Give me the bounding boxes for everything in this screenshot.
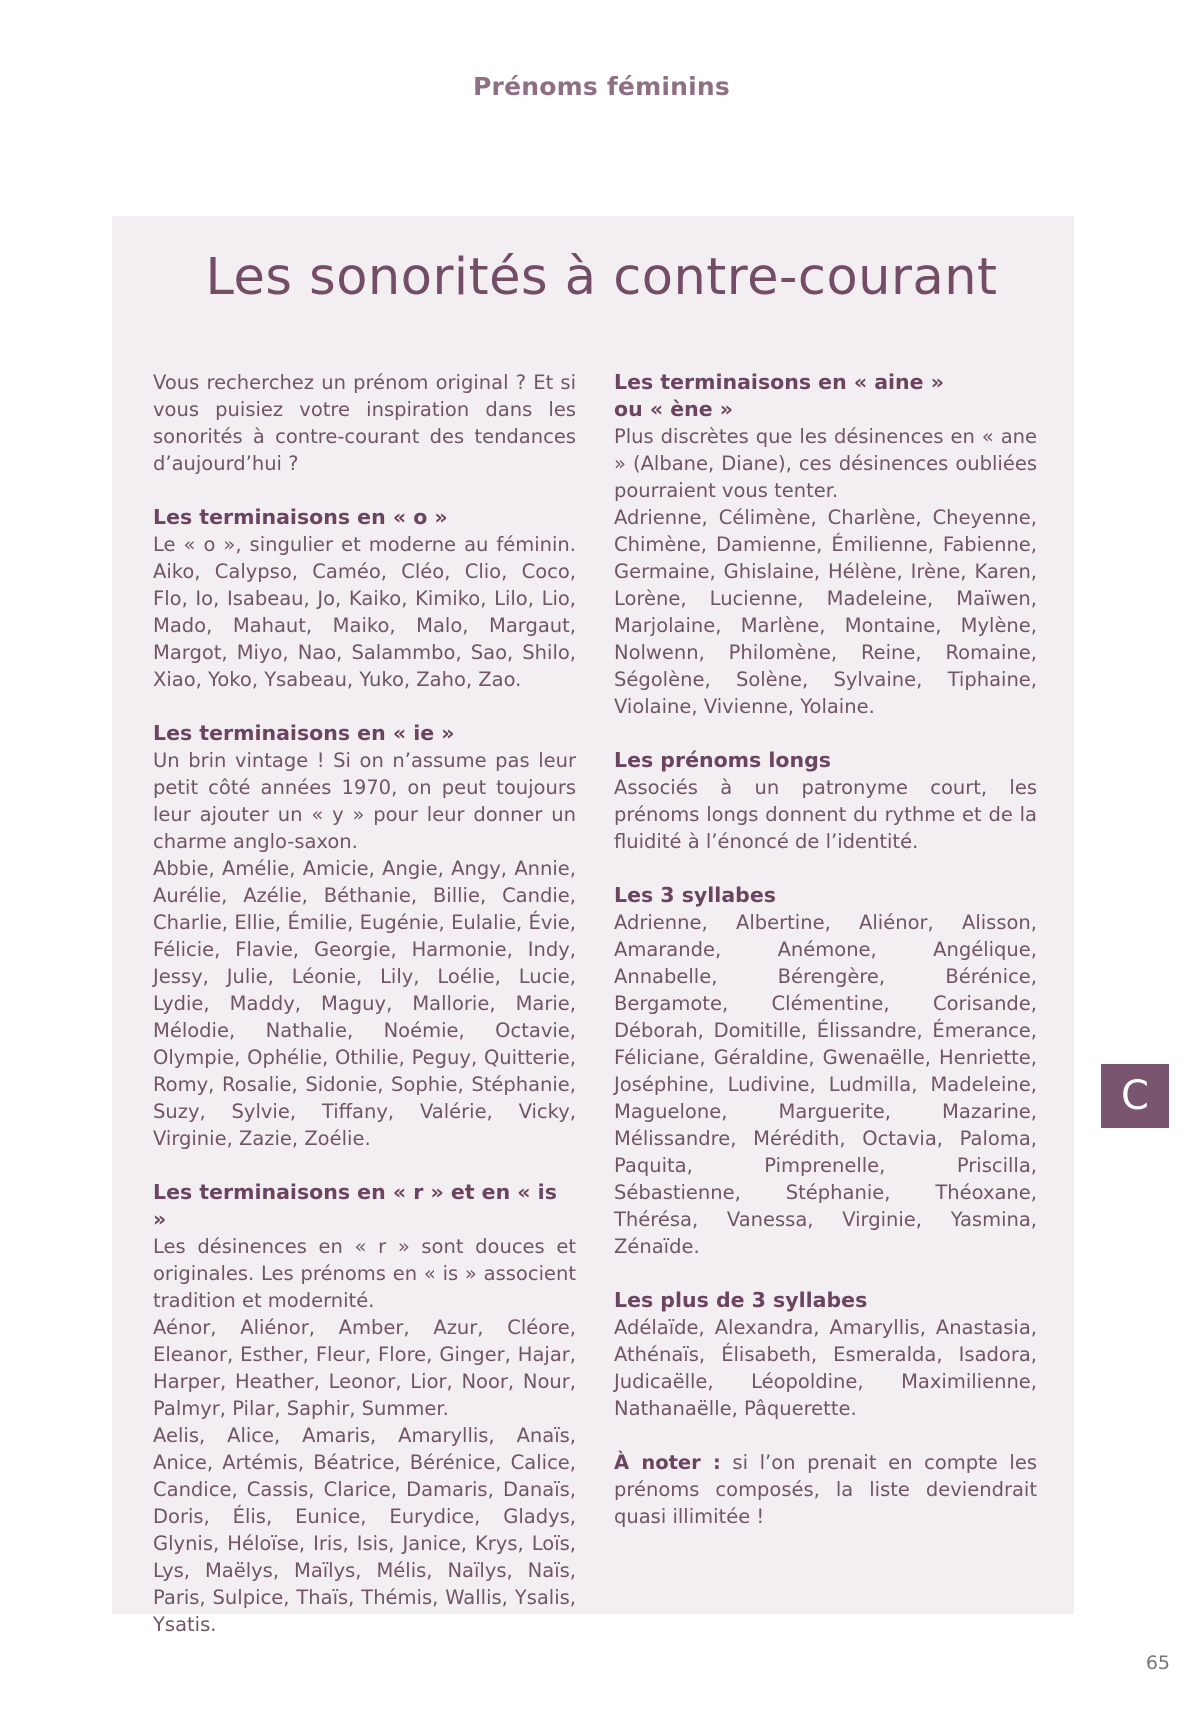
section-heading-r-is: Les terminaisons en « r » et en « is »: [153, 1180, 557, 1231]
section-text-aine: Plus discrètes que les désinences en « ane » (Albane, Diane), ces désinences oubliées pourraient vous tenter.: [614, 425, 1037, 502]
section-text-long: Associés à un patronyme court, les prénoms longs donnent du rythme et de la fluidité à l’énoncé de l’identité.: [614, 776, 1037, 853]
names-list-ie: Abbie, Amélie, Amicie, Angie, Angy, Annie, Aurélie, Azélie, Béthanie, Billie, Candie, Charlie, Ellie, Émilie, Eugénie, Eulalie, Évie, Félicie, Flavie, Georgie, Harmonie, Indy, Jessy, Julie, Léonie, Lily, Loélie, Lucie, Lydie, Maddy, Maguy, Mallorie, Marie, Mélodie, Nathalie, Noémie, Octavie, Olympie, Ophélie, Othilie, Peguy, Quitterie, Romy, Rosalie, Sidonie, Sophie, Stéphanie, Suzy, Sylvie, Tiffany, Valérie, Vicky, Virginie, Zazie, Zoélie.: [153, 857, 576, 1150]
section-heading-3-syllables: Les 3 syllabes: [614, 883, 776, 907]
names-list-3-syllables: Adrienne, Albertine, Aliénor, Alisson, Amarande, Anémone, Angélique, Annabelle, Bérengère, Bérénice, Bergamote, Clémentine, Corisande, Déborah, Domitille, Élissandre, Émerance, Féliciane, Géraldine, Gwenaëlle, Henriette, Joséphine, Ludivine, Ludmilla, Madeleine, Maguelone, Marguerite, Mazarine, Mélissandre, Mérédith, Octavia, Paloma, Paquita, Pimprenelle, Priscilla, Sébastienne, Stéphanie, Théoxane, Thérésa, Vanessa, Virginie, Yasmina, Zénaïde.: [614, 911, 1037, 1258]
note-paragraph: [614, 1449, 1037, 1530]
section-text-o: Le « o », singulier et moderne au féminin. Aiko, Calypso, Caméo, Cléo, Clio, Coco, Flo, Io, Isabeau, Jo, Kaiko, Kimiko, Lilo, Lio, Mado, Mahaut, Maiko, Malo, Margaut, Margot, Miyo, Nao, Salammbo, Sao, Shilo, Xiao, Yoko, Ysabeau, Yuko, Zaho, Zao.: [153, 533, 576, 691]
section-text-r-is: Les désinences en « r » sont douces et originales. Les prénoms en « is » associent tradition et modernité.: [153, 1235, 576, 1312]
note-text: si l’on prenait en compte les prénoms composés, la liste deviendrait quasi illimitée !: [614, 1451, 1037, 1528]
names-list-aine: Adrienne, Célimène, Charlène, Cheyenne, Chimène, Damienne, Émilienne, Fabienne, Germaine, Ghislaine, Hélène, Irène, Karen, Lorène, Lucienne, Madeleine, Maïwen, Marjolaine, Marlène, Montaine, Mylène, Nolwenn, Philomène, Reine, Romaine, Ségolène, Solène, Sylvaine, Tiphaine, Violaine, Vivienne, Yolaine.: [614, 506, 1037, 718]
note-label: À noter :: [614, 1451, 721, 1474]
right-column: [614, 369, 1037, 1530]
section-heading-aine-line2: ou « ène »: [614, 397, 733, 421]
names-list-r: Aénor, Aliénor, Amber, Azur, Cléore, Eleanor, Esther, Fleur, Flore, Ginger, Hajar, Harper, Heather, Leonor, Lior, Noor, Nour, Palmyr, Pilar, Saphir, Summer.: [153, 1316, 576, 1420]
section-heading-o: Les terminaisons en « o »: [153, 505, 448, 529]
section-heading-long: Les prénoms longs: [614, 748, 831, 772]
section-text-ie: Un brin vintage ! Si on n’assume pas leur petit côté années 1970, on peut toujours leur ajouter un « y » pour leur donner un charme anglo-saxon.: [153, 749, 576, 853]
section-heading-more-syllables: Les plus de 3 syllabes: [614, 1288, 868, 1312]
names-list-more-syllables: Adélaïde, Alexandra, Amaryllis, Anastasia, Athénaïs, Élisabeth, Esmeralda, Isadora, Judicaëlle, Léopoldine, Maximilienne, Nathanaëlle, Pâquerette.: [614, 1316, 1037, 1420]
page-title: Les sonorités à contre-courant: [205, 248, 998, 307]
section-tab-letter: C: [1101, 1064, 1169, 1128]
left-column: [153, 369, 576, 1638]
section-heading-aine: Les terminaisons en « aine »: [614, 370, 944, 394]
running-title: Prénoms féminins: [473, 72, 730, 101]
intro-paragraph: Vous recherchez un prénom original ? Et si vous puisiez votre inspiration dans les sonorités à contre-courant des tendances d’aujourd’hui ?: [153, 371, 576, 475]
section-heading-ie: Les terminaisons en « ie »: [153, 721, 455, 745]
names-list-is: Aelis, Alice, Amaris, Amaryllis, Anaïs, Anice, Artémis, Béatrice, Bérénice, Calice, Candice, Cassis, Clarice, Damaris, Danaïs, Doris, Élis, Eunice, Eurydice, Gladys, Glynis, Héloïse, Iris, Isis, Janice, Krys, Loïs, Lys, Maëlys, Maïlys, Mélis, Naïlys, Naïs, Paris, Sulpice, Thaïs, Thémis, Wallis, Ysalis, Ysatis.: [153, 1424, 576, 1636]
page-number: 65: [1145, 1652, 1170, 1674]
